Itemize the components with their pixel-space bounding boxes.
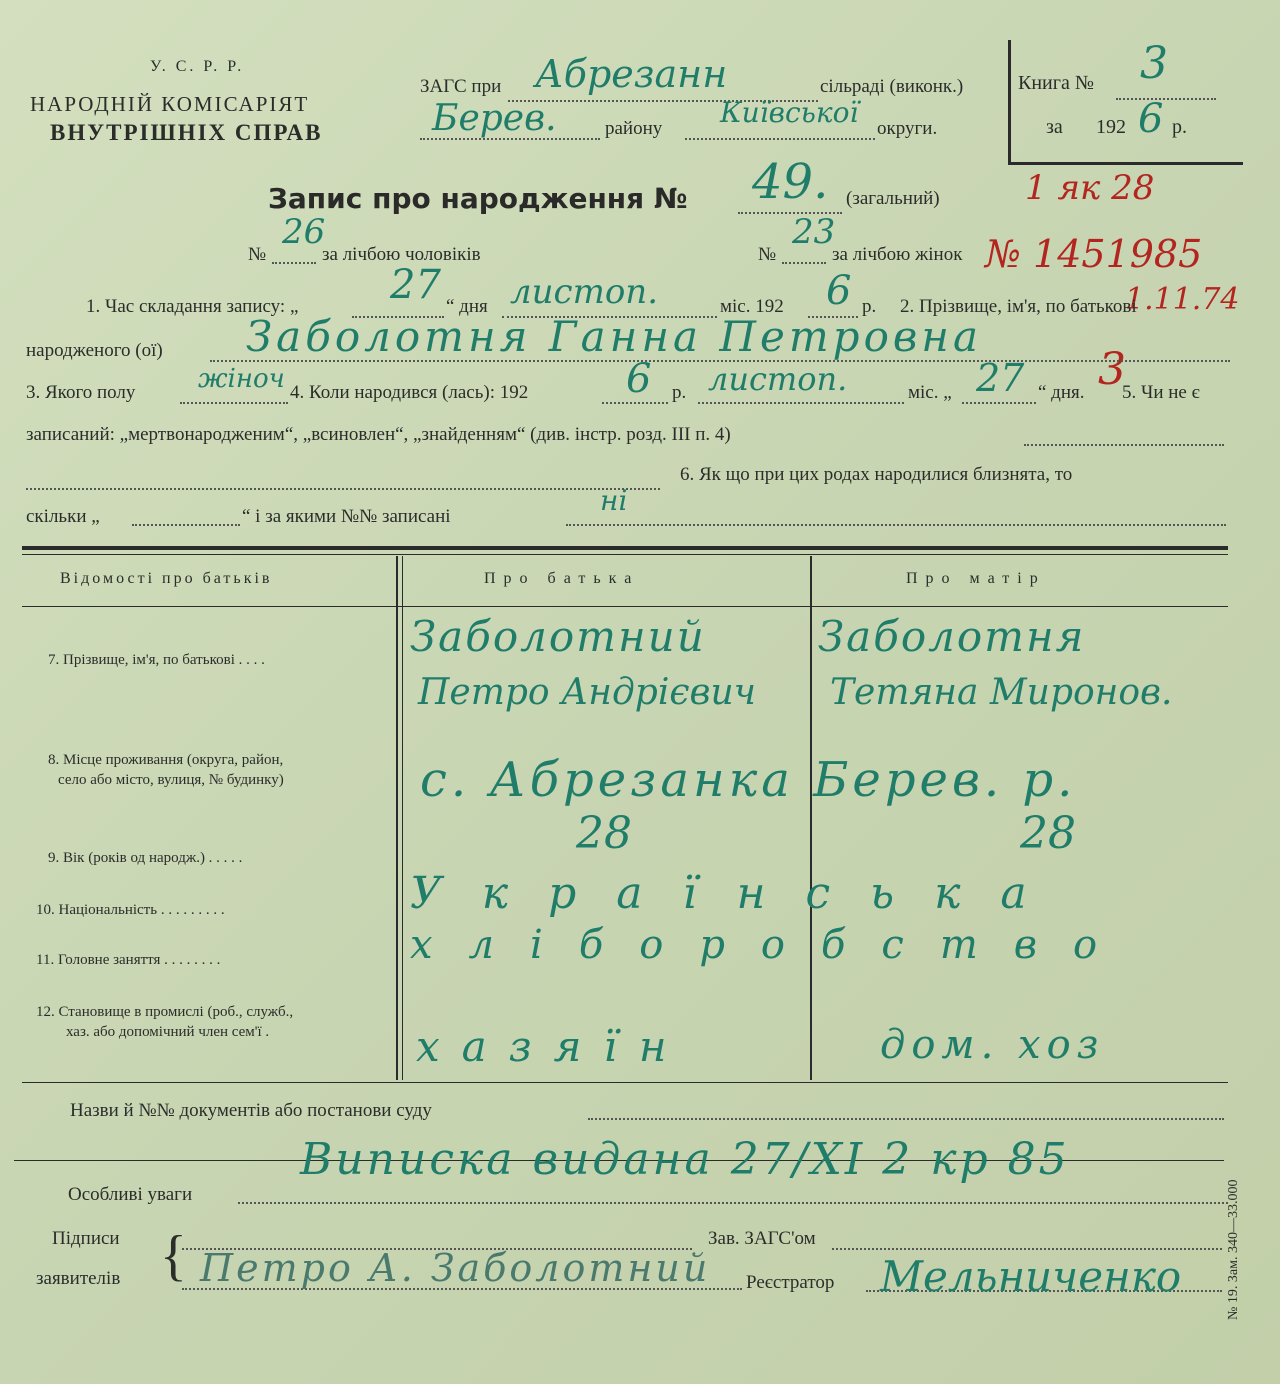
- field5-label: 5. Чи не є: [1122, 382, 1200, 403]
- signatures-brace: {: [160, 1225, 187, 1287]
- men-count-label: за лічбою чоловіків: [322, 244, 481, 265]
- zags-village-handwritten: Абрезанн: [535, 52, 728, 96]
- side-print-number: № 19. Зам. 340—33.000: [1226, 1179, 1241, 1320]
- mother-status: дом. хоз: [880, 1022, 1105, 1068]
- residence-handwritten: с. Абрезанка Берев. р.: [420, 752, 1077, 808]
- field1-r: р.: [862, 296, 877, 317]
- row12-label1: 12. Становище в промислі (роб., служб.,: [36, 1004, 294, 1020]
- applicant-signature: Петро А. Заболотний: [200, 1246, 711, 1290]
- district-handwritten: Берев.: [432, 98, 557, 139]
- field3-label: 3. Якого полу: [26, 382, 136, 403]
- book-year-digit: 6: [1138, 96, 1164, 142]
- occupation-handwritten: хліборобство: [410, 922, 1134, 968]
- row8-label1: 8. Місце проживання (округа, район,: [48, 752, 284, 768]
- book-za: за: [1046, 116, 1063, 138]
- field1-mis: міс. 192: [720, 296, 784, 317]
- special-notes-handwritten: Виписка видана 27/XI 2 кр 85: [300, 1134, 1070, 1185]
- documents-label: Назви й №№ документів або постанови суду: [70, 1100, 432, 1121]
- row9-label: 9. Вік (років од народж.) . . . . .: [48, 850, 243, 866]
- field2-label: 2. Прізвище, ім'я, по батькові: [900, 296, 1137, 317]
- row12-label2: хаз. або допомічний член сем'ї .: [66, 1024, 270, 1040]
- father-given-names: Петро Андрієвич: [418, 672, 757, 713]
- red-date: 1.11.74: [1125, 282, 1240, 317]
- field1-label: 1. Час складання запису: „: [86, 296, 299, 317]
- red-stamp-number: № 1451985: [985, 232, 1203, 276]
- table-col2-header: Про батька: [484, 570, 640, 587]
- signatures-label2: заявителів: [36, 1268, 121, 1289]
- row7-label: 7. Прізвище, ім'я, по батькові . . . .: [48, 652, 265, 668]
- child-name-handwritten: Заболотня Ганна Петровна: [246, 312, 983, 361]
- row8-label2: село або місто, вулиця, № будинку): [58, 772, 284, 788]
- father-status: хазяїн: [416, 1022, 689, 1071]
- book-label: Книга №: [1018, 72, 1094, 94]
- field1-day: 27: [390, 262, 441, 308]
- row10-label: 10. Національність . . . . . . . . .: [36, 902, 225, 918]
- book-number-handwritten: 3: [1140, 38, 1168, 89]
- field4-r: р.: [672, 382, 687, 403]
- commissariat-line2: ВНУТРІШНІХ СПРАВ: [50, 120, 323, 145]
- father-surname: Заболотний: [410, 612, 706, 661]
- silradi-label: сільраді (виконк.): [820, 76, 964, 97]
- women-count-handwritten: 23: [792, 212, 836, 252]
- book-box: [1008, 40, 1243, 165]
- book-r: р.: [1172, 116, 1187, 138]
- red-number: 3: [1098, 344, 1126, 395]
- zav-zags-label: Зав. ЗАГС'ом: [708, 1228, 816, 1249]
- field4-day: 27: [976, 356, 1025, 400]
- special-notes-label: Особливі уваги: [68, 1184, 193, 1205]
- registrar-label: Реєстратор: [746, 1272, 835, 1293]
- table-col1-header: Відомості про батьків: [60, 570, 273, 587]
- field1-year: 6: [826, 268, 852, 314]
- field4-year: 6: [626, 356, 652, 402]
- record-title: Запис про народження №: [268, 182, 688, 215]
- field4-label: 4. Коли народився (лась): 192: [290, 382, 529, 403]
- field4-month: листоп.: [708, 360, 848, 398]
- book-year-prefix: 192: [1096, 116, 1126, 138]
- zags-label: ЗАГС при: [420, 76, 502, 97]
- zahalny-label: (загальний): [846, 188, 940, 209]
- ussr-heading: У. С. Р. Р.: [150, 58, 245, 75]
- signatures-label1: Підписи: [52, 1228, 120, 1249]
- mother-given-names: Тетяна Миронов.: [830, 672, 1173, 713]
- field6-value: ні: [600, 484, 628, 517]
- field6-line2a: скільки „: [26, 506, 100, 527]
- field3-sex: жіноч: [198, 364, 285, 394]
- birth-record-document: У. С. Р. Р. НАРОДНІЙ КОМІСАРІЯТ ВНУТРІШНІХ СПРАВ ЗАГС при Абрезанн сільраді (виконк.) Берев. району Київської округи. Книга № 3 за 192 6 р. Запис про народження № 49. (загальний) 1 як 28 № 1451985 1.11.74 3 № 26 за лічбою чоловіків № 23 за лічбою жінок 1. Час складання запису: „ 27 “ дня листоп. міс. 192 6 р. 2. Прізвище, ім'я, по батькові народженого (ої) Заболотня Ганна Петровна 3. Якого полу жіноч 4. Коли народився (лась): 192 6 р. листоп. міс. „ 27 “ дня. 5. Чи не є записаний: „мертвонародженим“, „всиновлен“, „знайденням“ (див. інстр. розд. III п. 4) 6. Як що при цих родах народилися близнята, то скільки „ “ і за якими №№ записані ні Відомості про батьків Про батька Про матір 7. Прізвище, ім'я, по батькові . . . . Заболотний Заболотня Петро Андрієвич Тетяна Миронов. 8. Місце проживання (округа, район, село або місто, вулиця, № будинку) с. Абрезанка Берев. р. 9. Вік (років од народж.) . . . . . 28 28 10. Національність . . . . . . . . . Українська 11. Головне заняття . . . . . . . . хліборобство 12. Становище в промислі (роб., служб., хаз. або допомічний член сем'ї . хазяїн дом. хоз Назви й №№ документів або постанови суду Виписка видана 27/XI 2 кр 85 Особливі уваги Підписи заявителів { Петро А. Заболотний Зав. ЗАГС'ом Реєстратор Мельниченко № 19. Зам. 340—33.000: [0, 0, 1280, 1384]
- field2-line2: народженого (ої): [26, 340, 163, 361]
- okruhy-label: округи.: [877, 118, 938, 139]
- field6-line2b: “ і за якими №№ записані: [242, 506, 451, 527]
- commissariat-line1: НАРОДНІЙ КОМІСАРІЯТ: [30, 92, 310, 116]
- mother-age: 28: [1020, 808, 1076, 859]
- nationality-handwritten: Українська: [410, 868, 1067, 919]
- rayonu-label: району: [605, 118, 663, 139]
- red-note: 1 як 28: [1025, 168, 1155, 208]
- field5-line2: записаний: „мертвонародженим“, „всиновлен“, „знайденням“ (див. інстр. розд. III п. 4): [26, 424, 731, 445]
- field4-mis: міс. „: [908, 382, 952, 403]
- row11-label: 11. Головне заняття . . . . . . . .: [36, 952, 221, 968]
- field6-label: 6. Як що при цих родах народилися близнята, то: [680, 464, 1073, 485]
- field1-day-suffix: “ дня: [446, 296, 488, 317]
- okruha-handwritten: Київської: [720, 96, 859, 129]
- men-count-handwritten: 26: [282, 212, 326, 252]
- father-age: 28: [576, 808, 632, 859]
- mother-surname: Заболотня: [818, 612, 1086, 661]
- field1-month: листоп.: [510, 272, 659, 312]
- table-col3-header: Про матір: [906, 570, 1046, 587]
- field4-day-suffix: “ дня.: [1038, 382, 1085, 403]
- women-count-label: за лічбою жінок: [832, 244, 963, 265]
- record-number-handwritten: 49.: [752, 154, 829, 210]
- registrar-signature: Мельниченко: [880, 1252, 1182, 1301]
